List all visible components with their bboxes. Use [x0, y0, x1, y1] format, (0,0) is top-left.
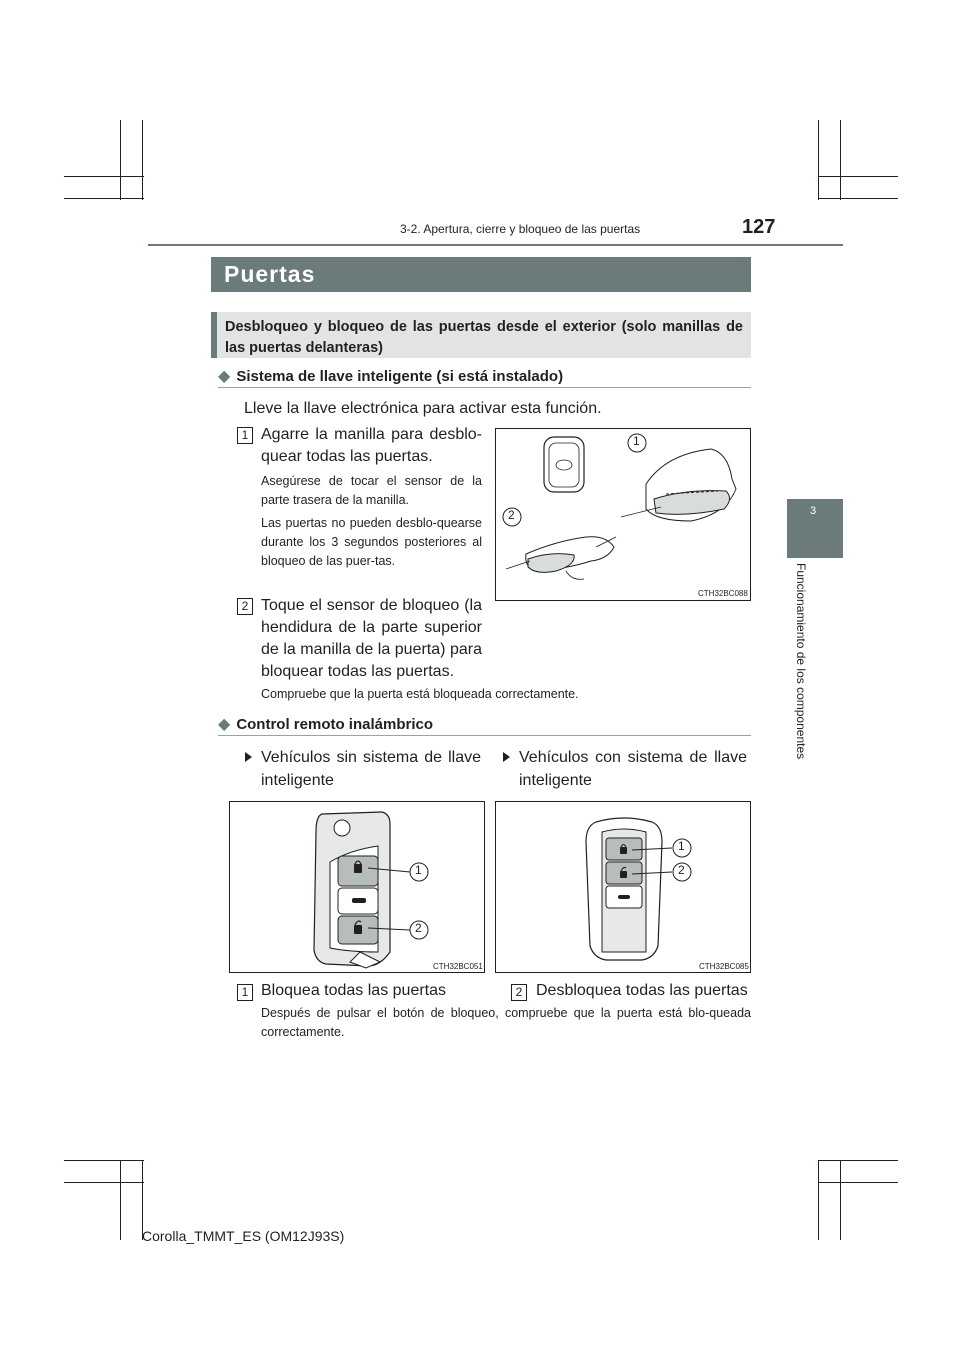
variant-without-smart-key-text: Vehículos sin sistema de llave inteligente	[261, 749, 481, 789]
variant-without-smart-key	[245, 746, 481, 792]
callout-2: 2	[415, 921, 422, 935]
figure-code: CTH32BC051	[433, 962, 483, 971]
door-handle-illustration	[496, 429, 750, 600]
callout-1: 1	[415, 863, 422, 877]
legend-2-text: Desbloquea todas las puertas	[536, 982, 748, 999]
crop-mark	[818, 120, 819, 200]
crop-mark	[840, 120, 841, 200]
variant-with-smart-key-text: Vehículos con sistema de llave inteligente	[519, 749, 747, 789]
figure-code: CTH32BC085	[699, 962, 749, 971]
chapter-tab	[787, 499, 843, 558]
crop-mark	[120, 1160, 121, 1240]
crop-mark	[818, 1160, 898, 1161]
callout-2: 2	[678, 863, 685, 877]
smart-key-fob-figure	[495, 801, 751, 973]
arrow-icon	[245, 752, 252, 762]
remote-heading	[218, 714, 433, 734]
step-1-note-1: Asegúrese de tocar el sensor de la parte trasera de la manilla.	[261, 474, 482, 507]
legend-number-2: 2	[511, 984, 527, 1001]
smart-key-heading-text: Sistema de llave inteligente (si está instalado)	[236, 368, 564, 385]
crop-mark	[120, 120, 121, 200]
chapter-title: Funcionamiento de los componentes	[794, 563, 808, 760]
step-2-note: Compruebe que la puerta está bloqueada correctamente.	[261, 687, 579, 701]
variant-with-smart-key	[503, 746, 747, 792]
diamond-icon: ◆	[218, 716, 231, 733]
manual-code: Corolla_TMMT_ES (OM12J93S)	[142, 1228, 345, 1244]
figure-code: CTH32BC088	[698, 589, 748, 598]
subsection-title	[211, 312, 751, 358]
remote-note: Después de pulsar el botón de bloqueo, compruebe que la puerta está blo-queada correctamente.	[261, 1006, 751, 1039]
legend-1-text: Bloquea todas las puertas	[261, 982, 447, 999]
callout-2: 2	[508, 508, 515, 522]
running-header: 3-2. Apertura, cierre y bloqueo de las puertas	[400, 222, 641, 236]
step-number-1: 1	[237, 427, 253, 444]
crop-mark	[840, 1160, 841, 1240]
step-number-2: 2	[237, 598, 253, 615]
smart-key-fob-illustration	[496, 802, 750, 972]
crop-mark	[818, 1160, 819, 1240]
subsection-title-text: Desbloqueo y bloqueo de las puertas desde el exterior (solo manillas de las puertas delanteras)	[225, 319, 743, 356]
crop-mark	[64, 1182, 144, 1183]
crop-mark	[64, 176, 144, 177]
flip-key-illustration	[230, 802, 484, 972]
door-handle-figure	[495, 428, 751, 601]
crop-mark	[142, 120, 143, 200]
remote-heading-text: Control remoto inalámbrico	[236, 716, 433, 733]
section-title: Puertas	[211, 257, 751, 292]
crop-mark	[818, 198, 898, 199]
diamond-icon: ◆	[218, 368, 231, 385]
arrow-icon	[503, 752, 510, 762]
flip-key-figure	[229, 801, 485, 973]
header-rule	[148, 244, 843, 246]
smart-key-heading	[218, 366, 563, 386]
smart-key-intro: Lleve la llave electrónica para activar esta función.	[244, 400, 602, 417]
crop-mark	[818, 1182, 898, 1183]
crop-mark	[64, 198, 144, 199]
crop-mark	[818, 176, 898, 177]
callout-1: 1	[633, 434, 640, 448]
chapter-number: 3	[810, 505, 817, 517]
step-1-text: Agarre la manilla para desblo-quear todas las puertas.	[261, 426, 482, 465]
step-1-note-2: Las puertas no pueden desblo-quearse durante los 3 segundos posteriores al bloqueo de las puer-tas.	[261, 516, 482, 568]
callout-1: 1	[678, 839, 685, 853]
step-2-text: Toque el sensor de bloqueo (la hendidura de la parte superior de la manilla de la puerta) para bloquear todas las puertas.	[261, 597, 482, 680]
legend-number-1: 1	[237, 984, 253, 1001]
heading-rule	[218, 735, 751, 736]
page-number: 127	[742, 216, 776, 238]
crop-mark	[64, 1160, 144, 1161]
heading-rule	[218, 387, 751, 388]
